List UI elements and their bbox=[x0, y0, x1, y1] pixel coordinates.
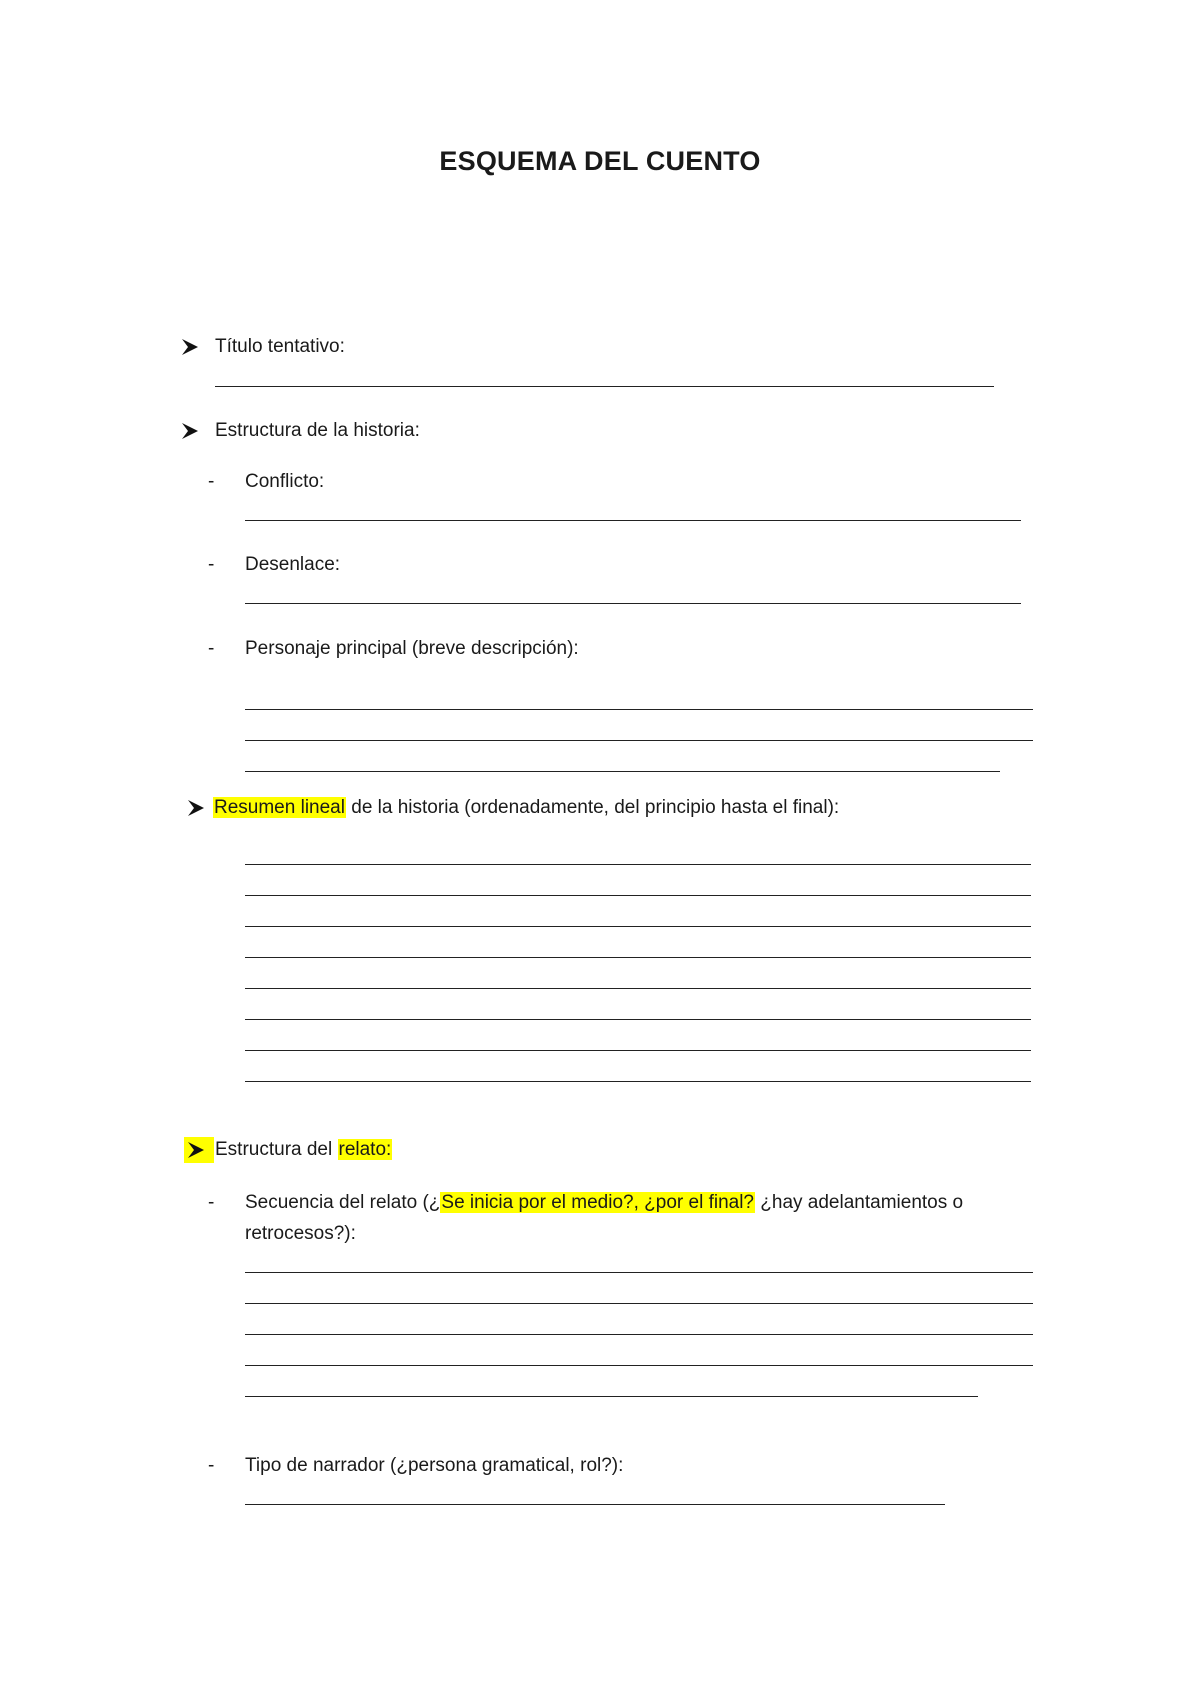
arrowhead-bullet-icon bbox=[187, 1140, 205, 1160]
resumen-answer-line[interactable] bbox=[245, 864, 1031, 865]
desenlace-label: Desenlace: bbox=[245, 554, 341, 575]
resumen-highlight: Resumen lineal bbox=[214, 797, 345, 818]
titulo-tentativo-label: Título tentativo: bbox=[215, 336, 345, 357]
estructura-relato-label bbox=[215, 1137, 392, 1163]
narrador-label: Tipo de narrador (¿persona gramatical, rol?): bbox=[245, 1455, 624, 1476]
estructura-historia-label: Estructura de la historia: bbox=[215, 420, 420, 441]
secuencia-answer-line[interactable] bbox=[245, 1396, 978, 1397]
secuencia-label bbox=[245, 1190, 963, 1216]
document-title: ESQUEMA DEL CUENTO bbox=[439, 146, 761, 176]
dash-marker: - bbox=[208, 638, 215, 659]
resumen-lineal-label bbox=[213, 795, 839, 821]
relato-highlight: relato: bbox=[338, 1139, 392, 1160]
personaje-answer-line[interactable] bbox=[245, 771, 1000, 772]
arrowhead-bullet-icon bbox=[187, 798, 205, 818]
arrowhead-bullet-icon bbox=[181, 421, 199, 441]
resumen-answer-line[interactable] bbox=[245, 1019, 1031, 1020]
personaje-label: Personaje principal (breve descripción): bbox=[245, 638, 579, 659]
secuencia-label-line2: retrocesos?): bbox=[245, 1223, 356, 1244]
secuencia-answer-line[interactable] bbox=[245, 1303, 1033, 1304]
conflicto-label: Conflicto: bbox=[245, 471, 325, 492]
personaje-answer-line[interactable] bbox=[245, 709, 1033, 710]
dash-marker: - bbox=[208, 471, 215, 492]
narrador-answer-line[interactable] bbox=[245, 1504, 945, 1505]
arrowhead-bullet-icon bbox=[181, 337, 199, 357]
secuencia-answer-line[interactable] bbox=[245, 1334, 1033, 1335]
secuencia-highlight: Se inicia por el medio?, ¿por el final? bbox=[441, 1192, 754, 1213]
dash-marker: - bbox=[208, 554, 215, 575]
resumen-answer-line[interactable] bbox=[245, 957, 1031, 958]
estructura-relato-text: Estructura del bbox=[215, 1139, 338, 1160]
secuencia-answer-line[interactable] bbox=[245, 1272, 1033, 1273]
secuencia-text-after: ¿hay adelantamientos o bbox=[755, 1192, 964, 1213]
resumen-answer-line[interactable] bbox=[245, 988, 1031, 989]
resumen-answer-line[interactable] bbox=[245, 1081, 1031, 1082]
desenlace-answer-line[interactable] bbox=[245, 603, 1021, 604]
resumen-answer-line[interactable] bbox=[245, 895, 1031, 896]
personaje-answer-line[interactable] bbox=[245, 740, 1033, 741]
dash-marker: - bbox=[208, 1455, 215, 1476]
resumen-answer-line[interactable] bbox=[245, 926, 1031, 927]
resumen-answer-line[interactable] bbox=[245, 1050, 1031, 1051]
resumen-text: de la historia (ordenadamente, del principio hasta el final): bbox=[345, 797, 840, 818]
conflicto-answer-line[interactable] bbox=[245, 520, 1021, 521]
titulo-answer-line[interactable] bbox=[215, 386, 994, 387]
secuencia-answer-line[interactable] bbox=[245, 1365, 1033, 1366]
dash-marker: - bbox=[208, 1192, 215, 1213]
secuencia-text: Secuencia del relato (¿ bbox=[245, 1192, 441, 1213]
